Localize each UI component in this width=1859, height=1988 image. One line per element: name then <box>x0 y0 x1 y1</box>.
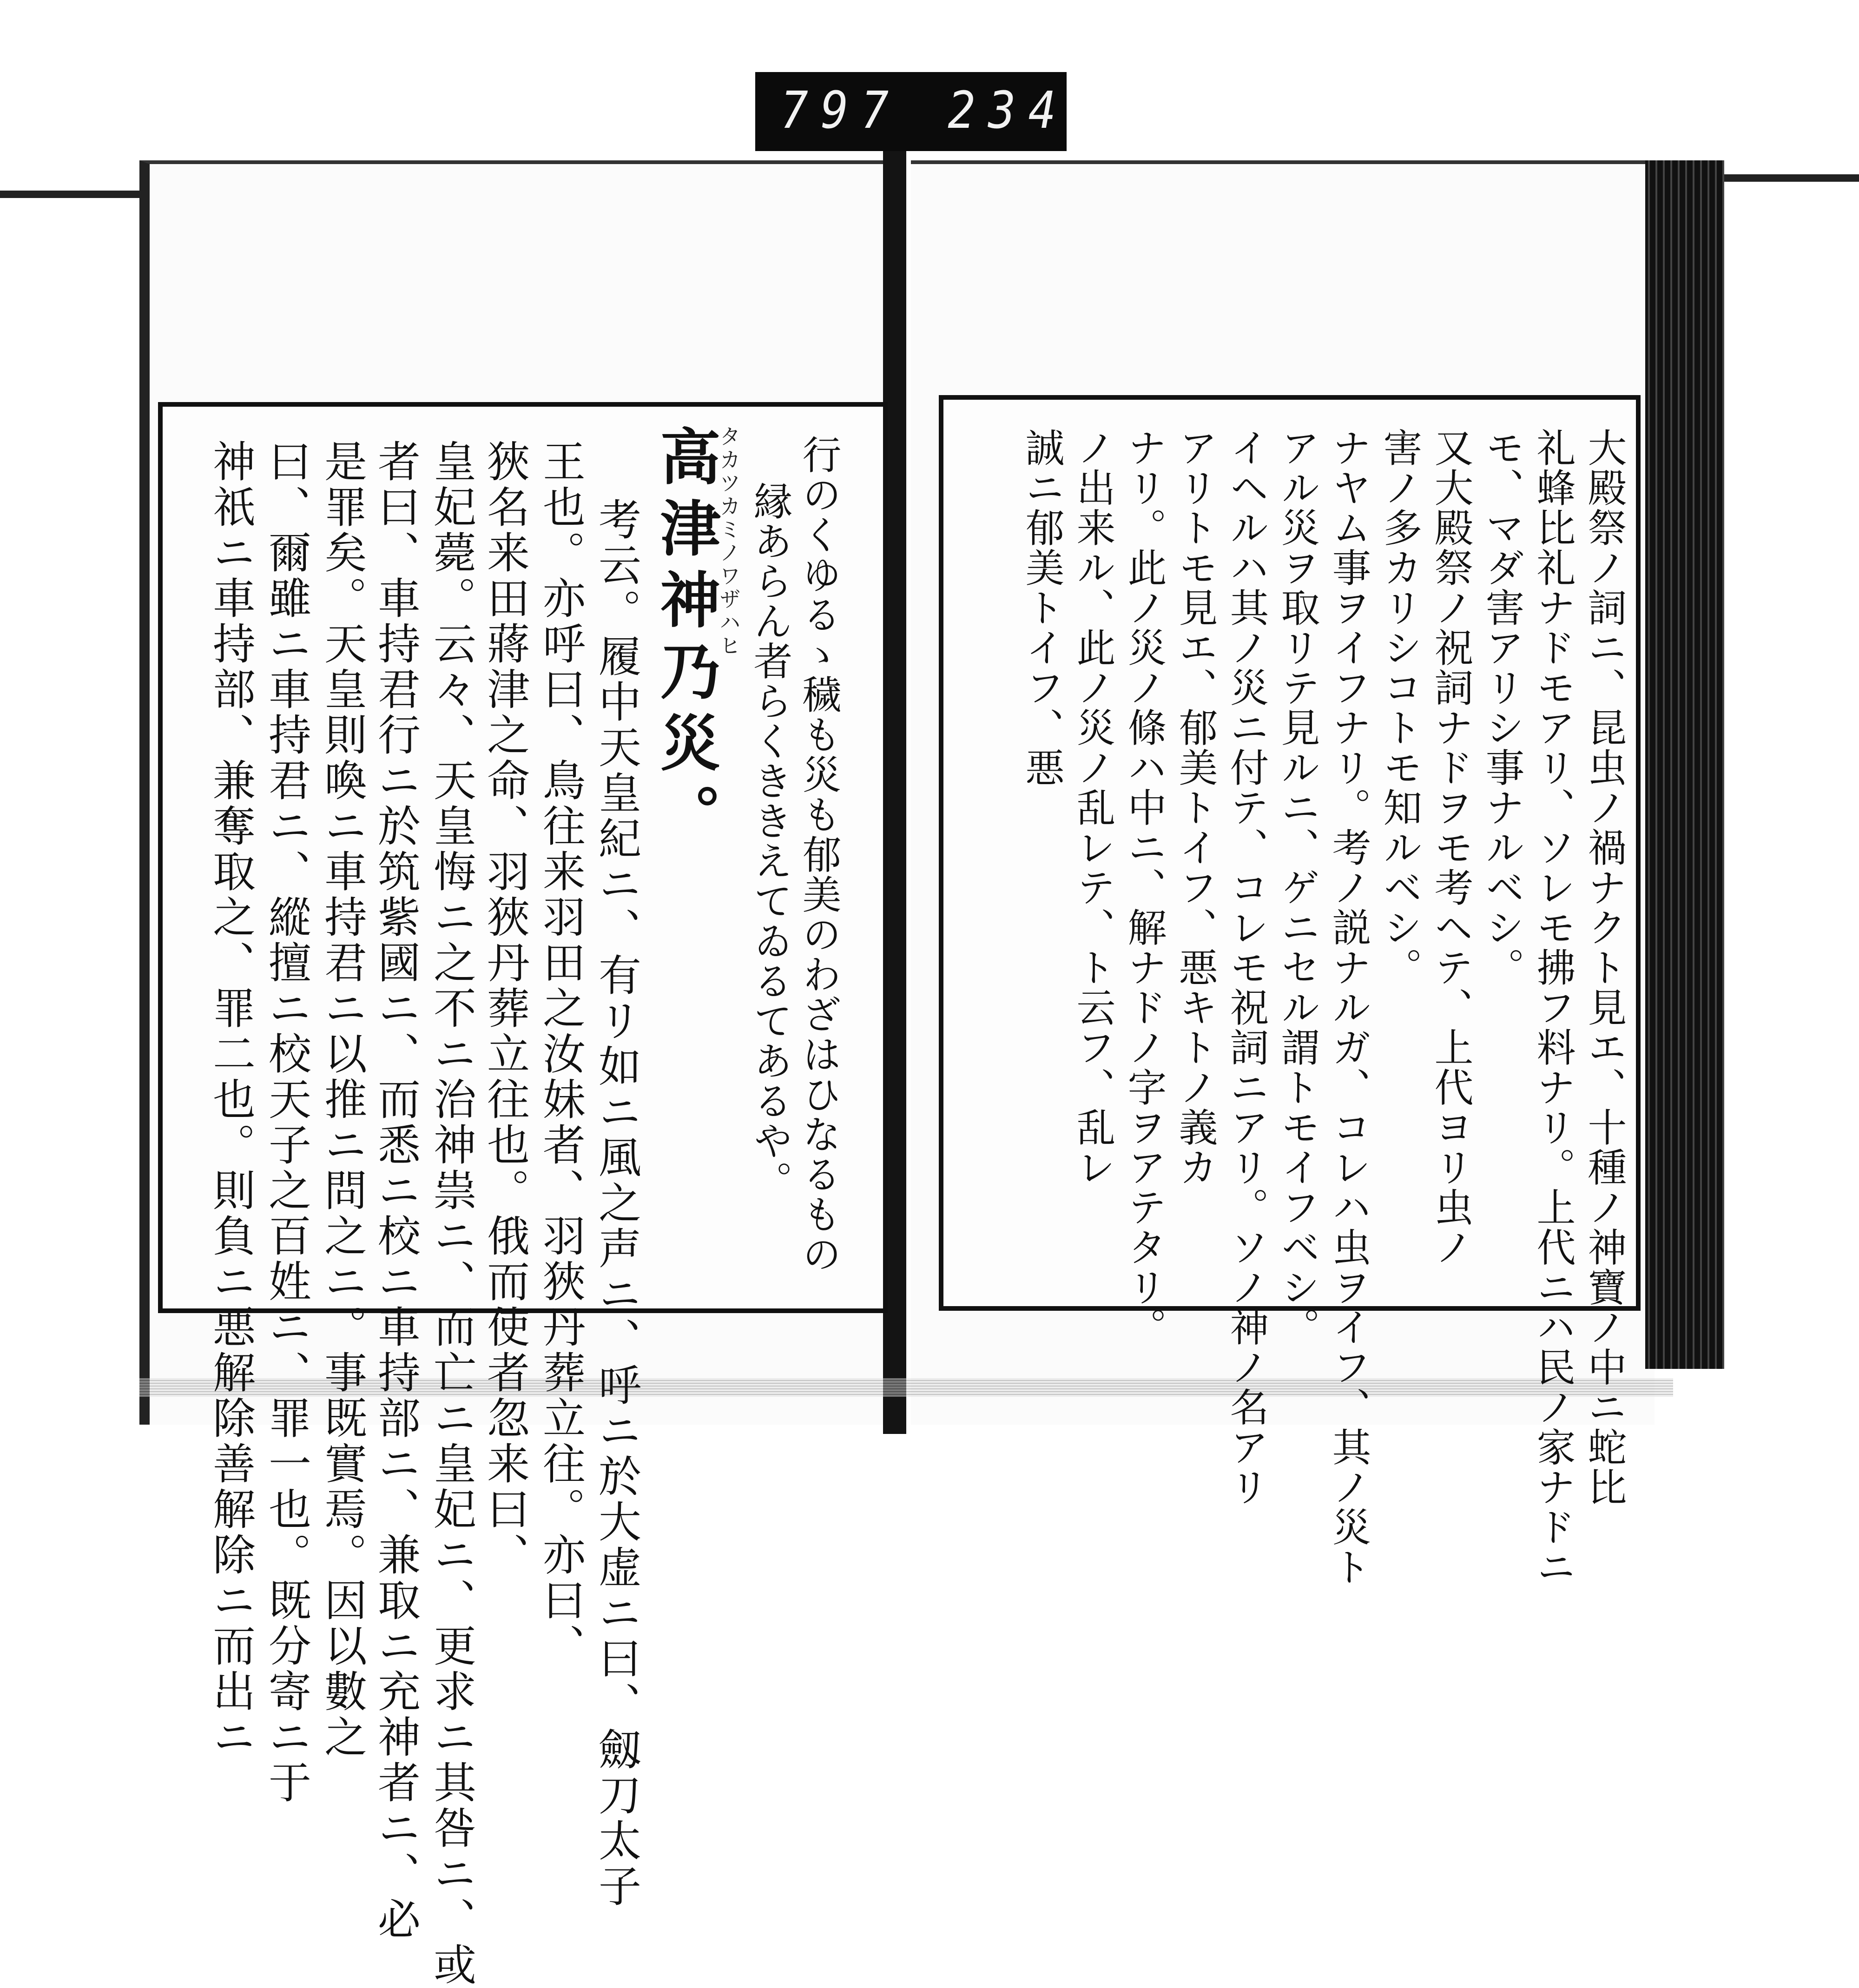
text-column: ノ出来ル、此ノ災ノ乱レテ、ト云フ、乱レ <box>1070 428 1116 1187</box>
text-column: 曰、爾雖ニ車持君ニ、縱擅ニ校天子之百姓ニ、罪一也。既分寄ニ于 <box>262 439 311 1806</box>
text-column: 皇妃薨。云々、天皇悔ニ之不ニ治神祟ニ、而亡ニ皇妃ニ、更求ニ其咎ニ、或 <box>427 439 476 1988</box>
right-text-frame <box>939 395 1641 1587</box>
text-column: 是罪矣。天皇則喚ニ車持君ニ以推ニ問之ニ。事既實焉。因以數之 <box>317 439 367 1760</box>
text-column: 大殿祭ノ詞ニ、昆虫ノ禍ナクト見エ、十種ノ神寶ノ中ニ蛇比 <box>1582 428 1627 1507</box>
frame-number: 234 <box>948 80 1069 140</box>
text-column: 考云。履中天皇紀ニ、有リ如ニ風之声ニ、呼ニ於大虚ニ曰、劔刀太子 <box>592 497 641 1909</box>
text-column: 王也。亦呼曰、鳥往来羽田之汝妹者、羽狹丹葬立往。亦曰、 <box>536 439 586 1669</box>
section-title: 高津神乃災。 <box>650 425 721 855</box>
text-column: モ、マダ害アリシ事ナルベシ。 <box>1479 428 1525 987</box>
reel-number: 797 <box>780 80 902 140</box>
left-text-frame <box>158 402 888 1988</box>
text-column: 害ノ多カリシコトモ知ルベシ。 <box>1377 428 1423 987</box>
text-column: 行のくゆるゝ穢も災も郁美のわざはひなるもの <box>796 435 842 1274</box>
text-column: 者曰、車持君行ニ於筑紫國ニ、而悉ニ校ニ車持部ニ、兼取ニ充神者ニ、必 <box>371 439 421 1942</box>
page-bottom-edge <box>139 1378 1673 1397</box>
frame-number-plate <box>755 72 1067 151</box>
text-column: ナリ。此ノ災ノ條ハ中ニ、解ナドノ字ヲアテタリ。 <box>1121 428 1167 1347</box>
text-column: 神祇ニ車持部、兼奪取之、罪二也。則負ニ悪解除善解除ニ而出ニ <box>206 439 256 1760</box>
text-column: アル災ヲ取リテ見ルニ、ゲニセル謂トモイフベシ。 <box>1275 428 1320 1347</box>
text-column: 縁あらん者らくききえてゐるてあるや。 <box>747 481 793 1201</box>
left-bar <box>0 191 149 198</box>
section-title-ruby: タカツカミノワザハヒ <box>716 425 741 658</box>
text-column: 狹名来田蔣津之命、羽狹丹葬立往也。俄而使者忽来曰、 <box>480 439 530 1578</box>
text-column: ナヤム事ヲイフナリ。考ノ説ナルガ、コレハ虫ヲイフ、其ノ災ト <box>1326 428 1371 1587</box>
right-bar <box>1720 174 1859 182</box>
text-column: イヘルハ其ノ災ニ付テ、コレモ祝詞ニアリ。ソノ神ノ名アリ <box>1224 428 1269 1507</box>
text-column: 礼蜂比礼ナドモアリ、ソレモ拂フ料ナリ。上代ニハ民ノ家ナドニ <box>1530 428 1576 1587</box>
page-edges <box>1645 160 1724 1369</box>
text-column: 又大殿祭ノ祝詞ナドヲモ考ヘテ、上代ヨリ虫ノ <box>1428 428 1474 1267</box>
text-column: 誠ニ郁美トイフ、悪 <box>1019 428 1065 787</box>
text-column: アリトモ見エ、郁美トイフ、悪キトノ義カ <box>1173 428 1218 1187</box>
